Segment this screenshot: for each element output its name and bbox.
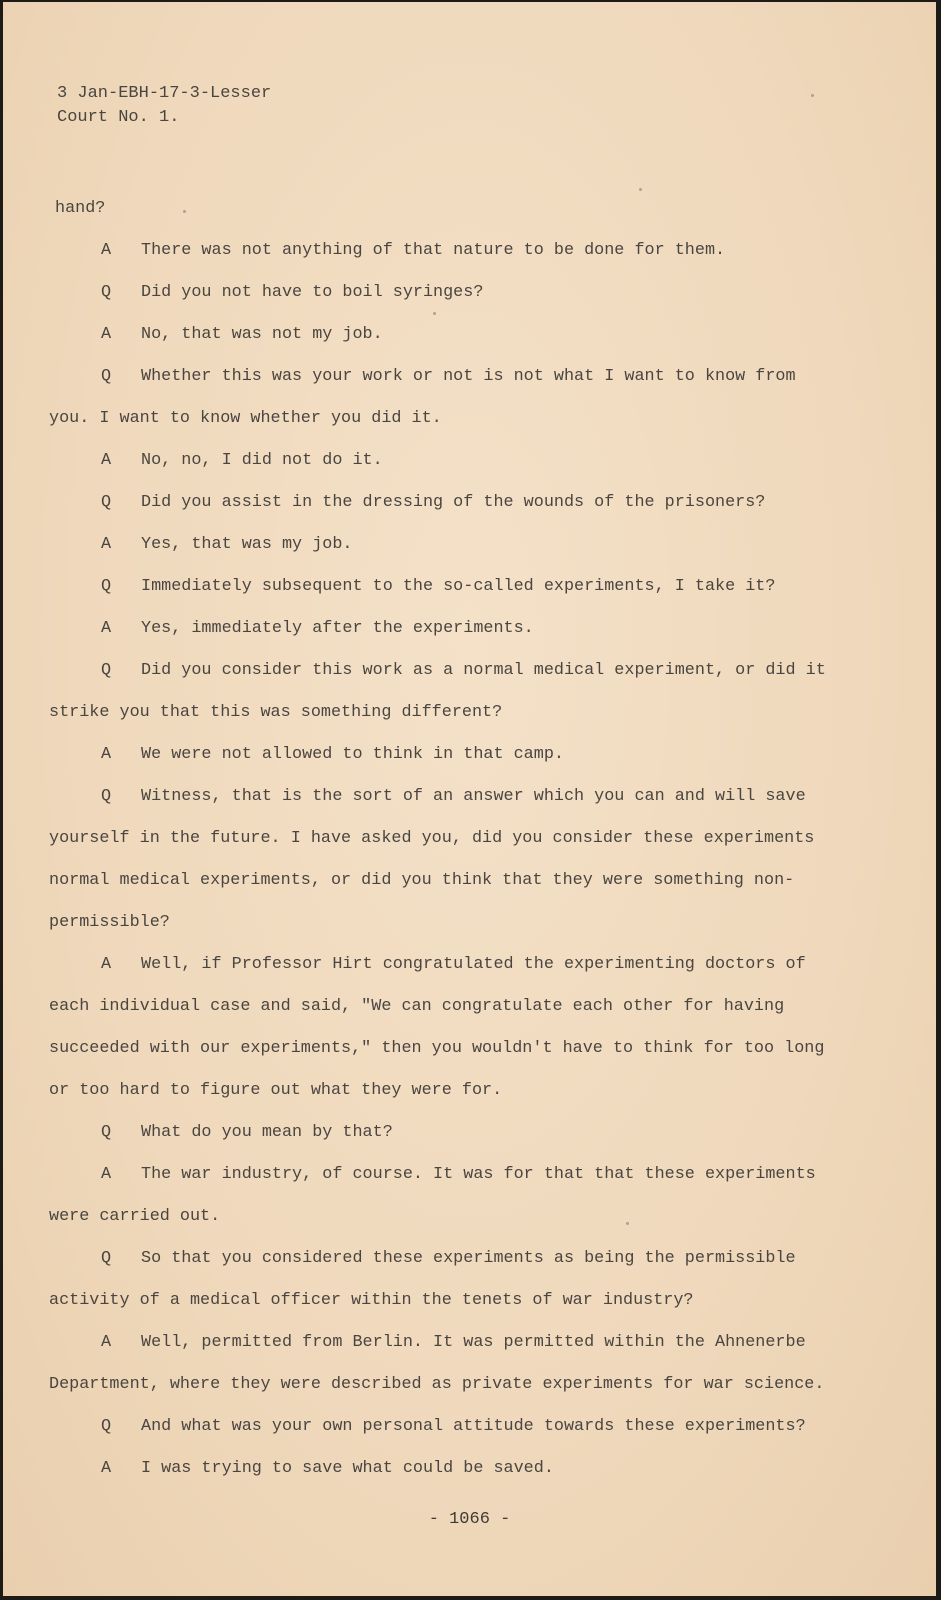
- transcript-text: Whether this was your work or not is not what I want to know from you. I want to know whether you did it.: [49, 367, 796, 428]
- transcript-paragraph: [49, 566, 829, 608]
- paper-speck: [639, 188, 642, 191]
- transcript-paragraph: [49, 440, 829, 482]
- paper-speck: [183, 210, 186, 213]
- transcript-id: 3 Jan-EBH-17-3-Lesser: [57, 84, 272, 103]
- transcript-text: And what was your own personal attitude towards these experiments?: [141, 1417, 806, 1436]
- paper-speck: [433, 312, 436, 315]
- transcript-paragraph: [49, 650, 829, 734]
- transcript-paragraph: [49, 1154, 829, 1238]
- speaker-label: Q: [101, 1249, 112, 1268]
- speaker-label: Q: [101, 493, 112, 512]
- paper-speck: [811, 94, 814, 97]
- transcript-text: There was not anything of that nature to be done for them.: [141, 241, 726, 260]
- transcript-paragraph: [49, 1238, 829, 1322]
- transcript-paragraph: [49, 734, 829, 776]
- speaker-label: A: [101, 1165, 112, 1184]
- transcript-text: The war industry, of course. It was for that that these experiments were carried out.: [49, 1165, 816, 1226]
- transcript-paragraph: [49, 356, 829, 440]
- transcript-text: No, no, I did not do it.: [141, 451, 383, 470]
- speaker-label: Q: [101, 661, 112, 680]
- speaker-label: A: [101, 325, 112, 344]
- speaker-label: A: [101, 745, 112, 764]
- speaker-label: A: [101, 955, 112, 974]
- paper-speck: [626, 1222, 629, 1225]
- transcript-text: hand?: [55, 199, 106, 218]
- transcript-paragraph: [49, 482, 829, 524]
- transcript-paragraph: [49, 272, 829, 314]
- transcript-text: So that you considered these experiments as being the permissible activity of a medical officer within the tenets of war industry?: [49, 1249, 796, 1310]
- transcript-text: We were not allowed to think in that camp.: [141, 745, 564, 764]
- transcript-text: I was trying to save what could be saved.: [141, 1459, 554, 1478]
- speaker-label: Q: [101, 1123, 112, 1142]
- transcript-paragraph: [49, 230, 829, 272]
- transcript-text: Yes, immediately after the experiments.: [141, 619, 534, 638]
- transcript-paragraph: [49, 1448, 829, 1490]
- transcript-text: Did you consider this work as a normal medical experiment, or did it strike you that this was something different?: [49, 661, 826, 722]
- speaker-label: A: [101, 619, 112, 638]
- transcript-paragraph: [49, 314, 829, 356]
- speaker-label: A: [101, 451, 112, 470]
- page-number: - 1066 -: [428, 1510, 511, 1529]
- speaker-label: Q: [101, 367, 112, 386]
- document-page: [3, 2, 936, 1596]
- transcript-paragraph: [49, 1406, 829, 1448]
- transcript-paragraph: [49, 776, 829, 944]
- transcript-paragraph: [49, 524, 829, 566]
- transcript-text: Well, if Professor Hirt congratulated the experimenting doctors of each individual case and said, "We can congratulate each other for having succeeded with our experiments," then you wouldn't have to think for too long or too hard to figure out what they were for.: [49, 955, 825, 1100]
- speaker-label: A: [101, 241, 112, 260]
- speaker-label: Q: [101, 283, 112, 302]
- transcript-text: What do you mean by that?: [141, 1123, 393, 1142]
- document-header: [57, 82, 271, 130]
- speaker-label: Q: [101, 787, 112, 806]
- transcript-text: No, that was not my job.: [141, 325, 383, 344]
- transcript-paragraph: [49, 188, 829, 230]
- transcript-text: Witness, that is the sort of an answer which you can and will save yourself in the future. I have asked you, did you consider these experiments normal medical experiments, or did you think that they were something non-permissible?: [49, 787, 815, 932]
- transcript-text: Did you not have to boil syringes?: [141, 283, 484, 302]
- speaker-label: Q: [101, 1417, 112, 1436]
- speaker-label: A: [101, 535, 112, 554]
- transcript-text: Immediately subsequent to the so-called experiments, I take it?: [141, 577, 776, 596]
- speaker-label: A: [101, 1459, 112, 1478]
- speaker-label: A: [101, 1333, 112, 1352]
- speaker-label: Q: [101, 577, 112, 596]
- court-number: Court No. 1.: [57, 108, 180, 127]
- transcript-paragraph: [49, 608, 829, 650]
- transcript-paragraph: [49, 944, 829, 1112]
- transcript-text: Yes, that was my job.: [141, 535, 353, 554]
- transcript-text: Well, permitted from Berlin. It was permitted within the Ahnenerbe Department, where they were described as private experiments for war science.: [49, 1333, 825, 1394]
- transcript-paragraph: [49, 1112, 829, 1154]
- transcript-body: [49, 188, 829, 1490]
- transcript-paragraph: [49, 1322, 829, 1406]
- transcript-text: Did you assist in the dressing of the wounds of the prisoners?: [141, 493, 766, 512]
